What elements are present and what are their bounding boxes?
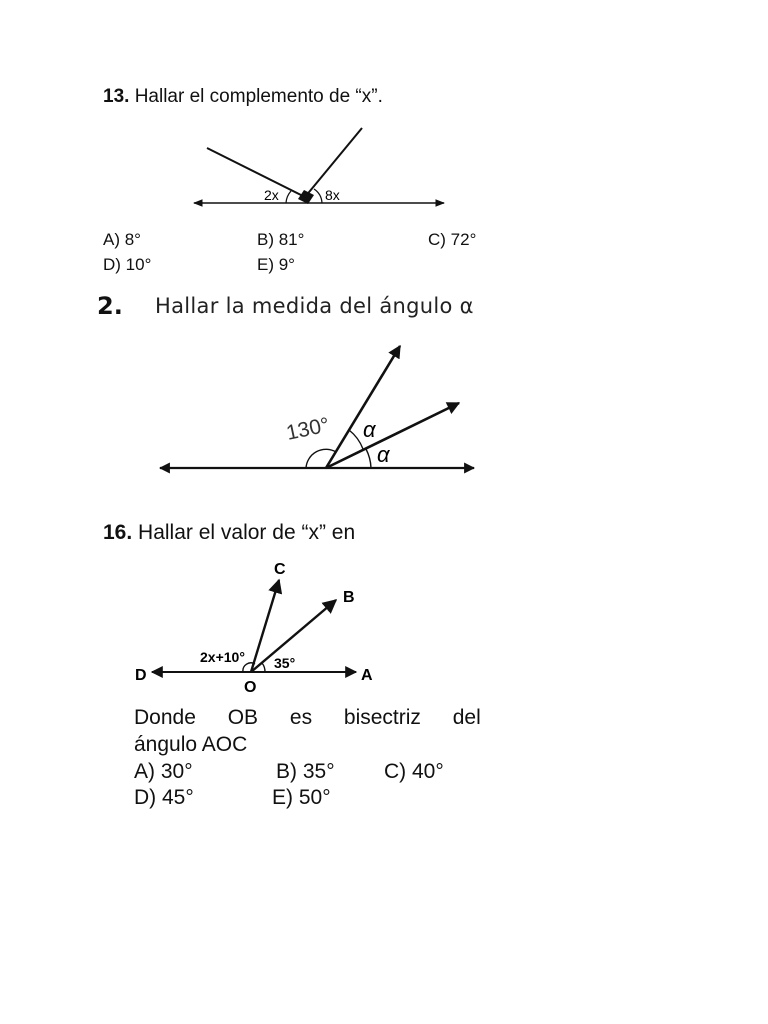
problem-16-number: 16. bbox=[103, 521, 133, 544]
p16-label-2x10: 2x+10° bbox=[200, 649, 245, 665]
p13-option-a: A) 8° bbox=[103, 230, 141, 249]
p16-label-35: 35° bbox=[274, 655, 296, 671]
p2-label-alpha-lower: α bbox=[377, 442, 390, 467]
p13-option-e: E) 9° bbox=[257, 255, 295, 274]
problem-16-text: Hallar el valor de “x” en bbox=[138, 521, 356, 544]
p16-label-o: O bbox=[244, 679, 257, 696]
p16-option-c: C) 40° bbox=[384, 760, 444, 783]
p2-label-alpha-upper: α bbox=[363, 417, 376, 442]
p16-statement-text: Donde OB es bisectriz del bbox=[134, 706, 481, 729]
p16-label-b: B bbox=[343, 589, 355, 606]
p16-label-c: C bbox=[274, 561, 286, 578]
p13-option-b: B) 81° bbox=[257, 230, 305, 249]
p16-statement-line1 bbox=[134, 706, 481, 730]
p13-label-8x: 8x bbox=[325, 187, 340, 203]
p13-option-c: C) 72° bbox=[428, 230, 477, 249]
p16-arc-boa bbox=[262, 663, 265, 672]
problem-2-text: Hallar la medida del ángulo α bbox=[155, 294, 474, 318]
p16-label-a: A bbox=[361, 667, 373, 684]
p16-option-a: A) 30° bbox=[134, 760, 193, 783]
p16-statement-line2: ángulo AOC bbox=[134, 733, 248, 756]
p13-label-2x: 2x bbox=[264, 187, 279, 203]
problem-2-number: 2. bbox=[97, 292, 123, 320]
problem-13-number: 13. bbox=[103, 86, 130, 107]
p13-option-d: D) 10° bbox=[103, 255, 152, 274]
p16-label-d: D bbox=[135, 667, 147, 684]
problem-13-text: Hallar el complemento de “x”. bbox=[134, 86, 383, 107]
p16-option-e: E) 50° bbox=[272, 786, 331, 809]
p2-label-130: 130° bbox=[284, 413, 332, 445]
p16-option-d: D) 45° bbox=[134, 786, 194, 809]
p16-option-b: B) 35° bbox=[276, 760, 335, 783]
